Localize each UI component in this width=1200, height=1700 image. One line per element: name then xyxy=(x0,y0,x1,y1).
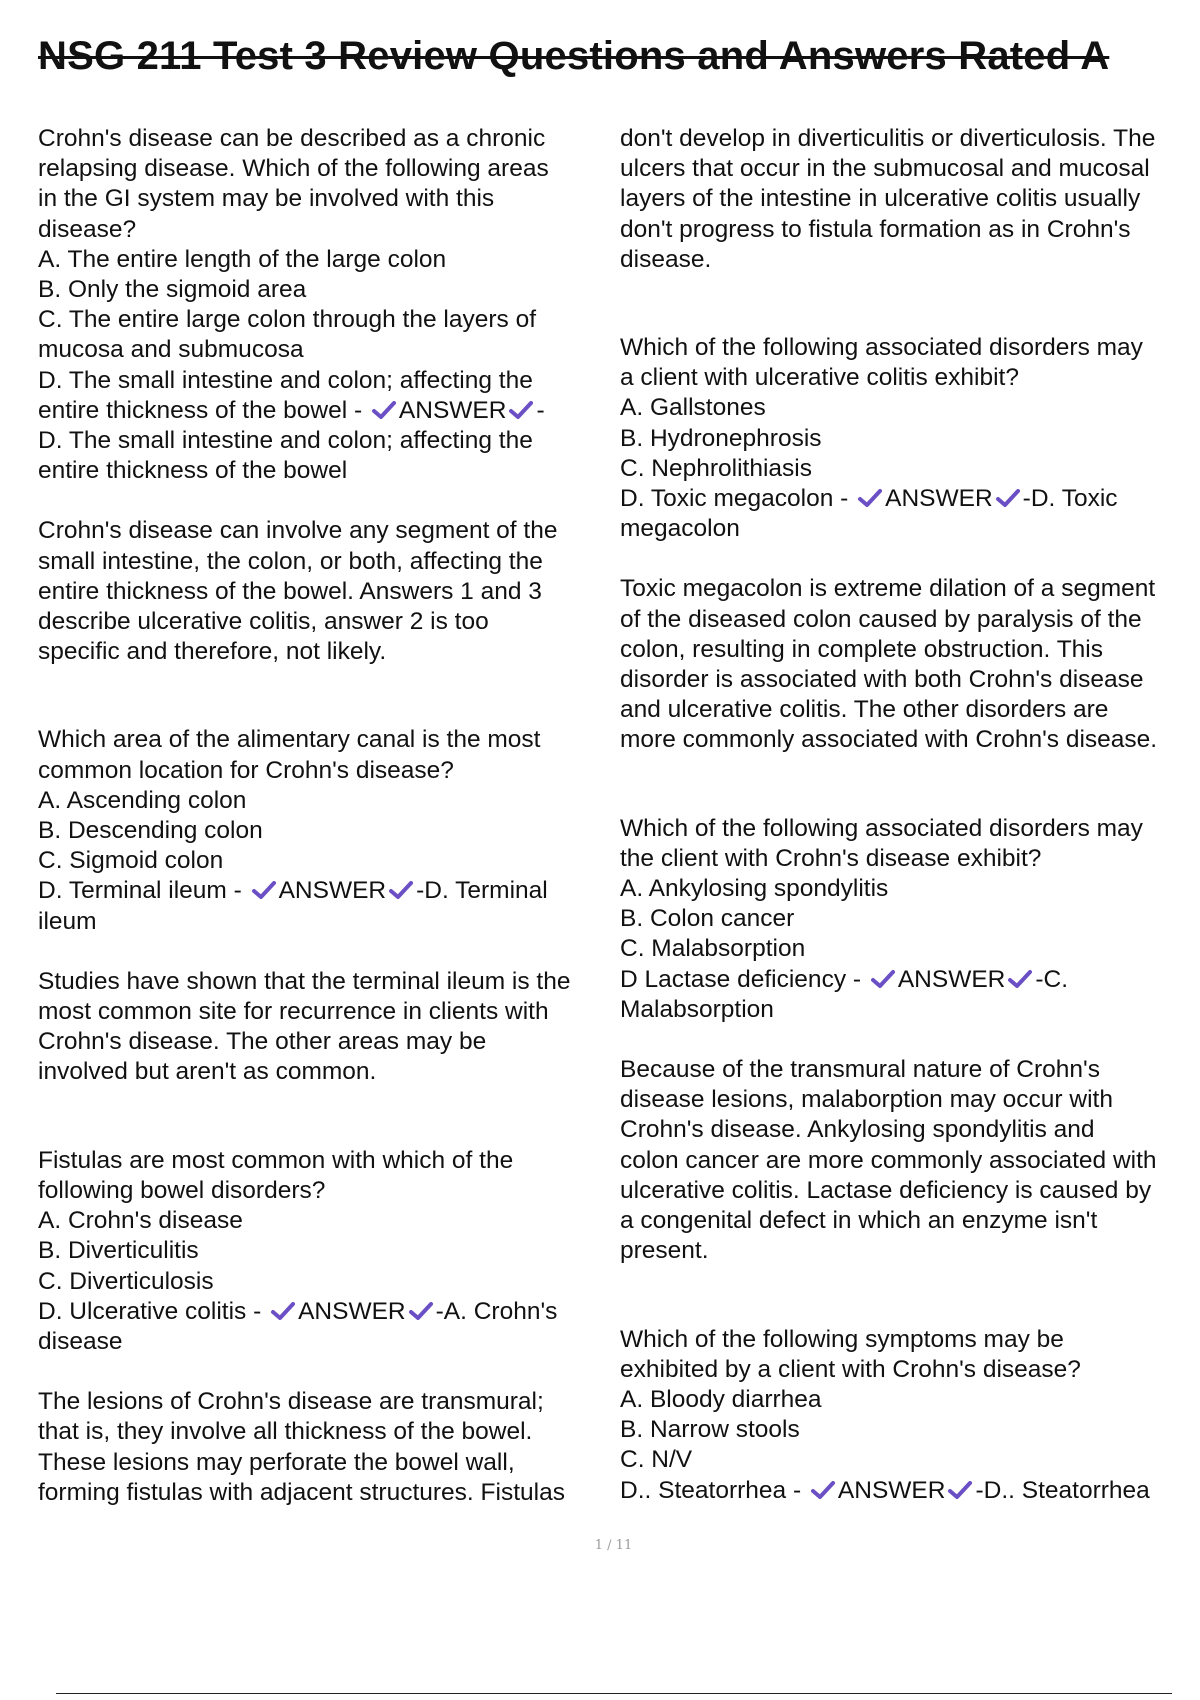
explanation: Studies have shown that the terminal ileum is the xyxy=(38,967,571,995)
answer-label: ANSWER xyxy=(837,1476,946,1504)
answer-line: D.. Steatorrhea - ANSWER -D.. Steatorrhea xyxy=(620,1476,1150,1504)
question-stem: Crohn's disease can be described as a chronic xyxy=(38,125,546,152)
question-1 xyxy=(38,124,608,667)
option-c: C. N/V xyxy=(620,1446,693,1474)
page-number: 1 / 11 xyxy=(594,1538,633,1553)
option-a: A. The entire length of the large colon xyxy=(38,245,447,273)
checkmark-icon xyxy=(408,1301,434,1321)
option-b: B. Only the sigmoid area xyxy=(38,276,307,304)
explanation: ulcers that occur in the submucosal and mucosal xyxy=(620,155,1150,183)
answer-line: D Lactase deficiency - ANSWER -C. xyxy=(620,965,1069,993)
question-5 xyxy=(620,814,1192,1267)
answer-line: D. Ulcerative colitis - ANSWER -A. Crohn's xyxy=(38,1297,558,1325)
explanation: Because of the transmural nature of Crohn's xyxy=(620,1056,1100,1084)
explanation: don't progress to fistula formation as in Crohn's xyxy=(620,215,1131,243)
option-c: C. Diverticulosis xyxy=(38,1267,214,1295)
explanation: Crohn's disease. The other areas may be xyxy=(38,1028,487,1056)
option-a: A. Gallstones xyxy=(620,394,766,422)
answer-text: entire thickness of the bowel xyxy=(38,457,348,485)
checkmark-icon xyxy=(371,400,397,420)
option-a: A. Bloody diarrhea xyxy=(620,1385,822,1413)
page-divider xyxy=(56,1693,1172,1694)
answer-text: ileum xyxy=(38,907,97,935)
checkmark-icon xyxy=(508,400,534,420)
answer-text: D. The small intestine and colon; affecting the xyxy=(38,427,533,455)
checkmark-icon xyxy=(857,488,883,508)
explanation: that is, they involve all thickness of the bowel. xyxy=(38,1418,533,1446)
explanation: layers of the intestine in ulcerative colitis usually xyxy=(620,185,1141,213)
explanation: of the diseased colon caused by paralysis of the xyxy=(620,605,1142,633)
answer-label: ANSWER xyxy=(278,877,387,905)
option-b: B. Hydronephrosis xyxy=(620,424,822,452)
explanation: a congenital defect in which an enzyme isn't xyxy=(620,1207,1098,1235)
explanation: describe ulcerative colitis, answer 2 is too xyxy=(38,608,489,636)
document-title: NSG 211 Test 3 Review Questions and Answers Rated A xyxy=(38,34,1110,78)
checkmark-icon xyxy=(870,969,896,989)
question-stem: in the GI system may be involved with this xyxy=(38,185,495,213)
answer-line: D. Terminal ileum - ANSWER -D. Terminal xyxy=(38,877,548,905)
option-d: D. The small intestine and colon; affecting the xyxy=(38,366,533,394)
option-b: B. Narrow stools xyxy=(620,1416,800,1444)
question-stem: common location for Crohn's disease? xyxy=(38,756,454,784)
question-stem: Which of the following associated disorders may xyxy=(620,814,1143,842)
option-b: B. Descending colon xyxy=(38,817,263,845)
answer-label: ANSWER xyxy=(885,485,993,513)
left-column xyxy=(38,124,608,1508)
option-a: A. Crohn's disease xyxy=(38,1207,243,1235)
explanation: specific and therefore, not likely. xyxy=(38,638,387,666)
explanation: most common site for recurrence in clients with xyxy=(38,998,549,1026)
answer-line: entire thickness of the bowel - ANSWER - xyxy=(38,396,545,424)
option-b: B. Colon cancer xyxy=(620,905,795,933)
question-stem: Which area of the alimentary canal is the most xyxy=(38,726,541,754)
question-stem: the client with Crohn's disease exhibit? xyxy=(620,844,1042,872)
option-c: C. The entire large colon through the layers of xyxy=(38,306,537,334)
answer-text: megacolon xyxy=(620,515,740,543)
question-6 xyxy=(620,1325,1192,1506)
explanation: These lesions may perforate the bowel wall, xyxy=(38,1448,515,1476)
explanation: Toxic megacolon is extreme dilation of a segment xyxy=(620,575,1156,603)
explanation: more commonly associated with Crohn's disease. xyxy=(620,726,1158,754)
explanation: forming fistulas with adjacent structures. Fistulas xyxy=(38,1478,565,1506)
explanation: small intestine, the colon, or both, affecting the xyxy=(38,547,543,575)
checkmark-icon xyxy=(251,880,277,900)
checkmark-icon xyxy=(1007,969,1033,989)
explanation: disease lesions, malaborption may occur with xyxy=(620,1086,1113,1114)
explanation: ulcerative colitis. Lactase deficiency is caused by xyxy=(620,1176,1152,1204)
question-stem: Fistulas are most common with which of the xyxy=(38,1146,514,1174)
question-2 xyxy=(38,725,608,1087)
option-c: C. Nephrolithiasis xyxy=(620,454,812,482)
explanation: colon, resulting in complete obstruction. This xyxy=(620,635,1103,663)
option-c: mucosa and submucosa xyxy=(38,336,304,364)
answer-text: Malabsorption xyxy=(620,995,774,1023)
explanation: colon cancer are more commonly associated with xyxy=(620,1146,1157,1174)
checkmark-icon xyxy=(947,1480,973,1500)
question-stem: relapsing disease. Which of the following areas xyxy=(38,155,549,183)
right-column xyxy=(620,124,1192,1506)
option-c: C. Malabsorption xyxy=(620,935,806,963)
explanation: The lesions of Crohn's disease are transmural; xyxy=(38,1388,544,1416)
question-3-continued xyxy=(620,124,1192,275)
explanation: involved but aren't as common. xyxy=(38,1058,377,1086)
question-stem: Which of the following symptoms may be xyxy=(620,1325,1064,1353)
question-stem: disease? xyxy=(38,215,137,243)
option-c: C. Sigmoid colon xyxy=(38,847,224,875)
explanation: entire thickness of the bowel. Answers 1 and 3 xyxy=(38,577,542,605)
answer-label: ANSWER xyxy=(298,1297,406,1325)
question-stem: exhibited by a client with Crohn's disease? xyxy=(620,1355,1081,1383)
checkmark-icon xyxy=(270,1301,296,1321)
checkmark-icon xyxy=(995,488,1021,508)
question-stem: following bowel disorders? xyxy=(38,1176,326,1204)
explanation: Crohn's disease can involve any segment of the xyxy=(38,517,558,545)
question-4 xyxy=(620,333,1192,756)
question-stem: a client with ulcerative colitis exhibit? xyxy=(620,364,1019,392)
explanation: and ulcerative colitis. The other disorders are xyxy=(620,696,1109,724)
checkmark-icon xyxy=(810,1480,836,1500)
answer-text: disease xyxy=(38,1327,123,1355)
answer-line: D. Toxic megacolon - ANSWER -D. Toxic xyxy=(620,485,1118,513)
question-stem: Which of the following associated disorders may xyxy=(620,334,1143,362)
checkmark-icon xyxy=(388,880,414,900)
explanation: disorder is associated with both Crohn's disease xyxy=(620,666,1144,694)
answer-label: ANSWER xyxy=(897,965,1006,993)
option-b: B. Diverticulitis xyxy=(38,1237,199,1265)
explanation: disease. xyxy=(620,245,712,273)
option-a: A. Ankylosing spondylitis xyxy=(620,875,889,903)
explanation: don't develop in diverticulitis or diverticulosis. The xyxy=(620,125,1156,152)
explanation: present. xyxy=(620,1237,709,1265)
explanation: Crohn's disease. Ankylosing spondylitis and xyxy=(620,1116,1095,1144)
question-3 xyxy=(38,1146,608,1508)
answer-label: ANSWER xyxy=(398,396,507,424)
option-a: A. Ascending colon xyxy=(38,786,247,814)
